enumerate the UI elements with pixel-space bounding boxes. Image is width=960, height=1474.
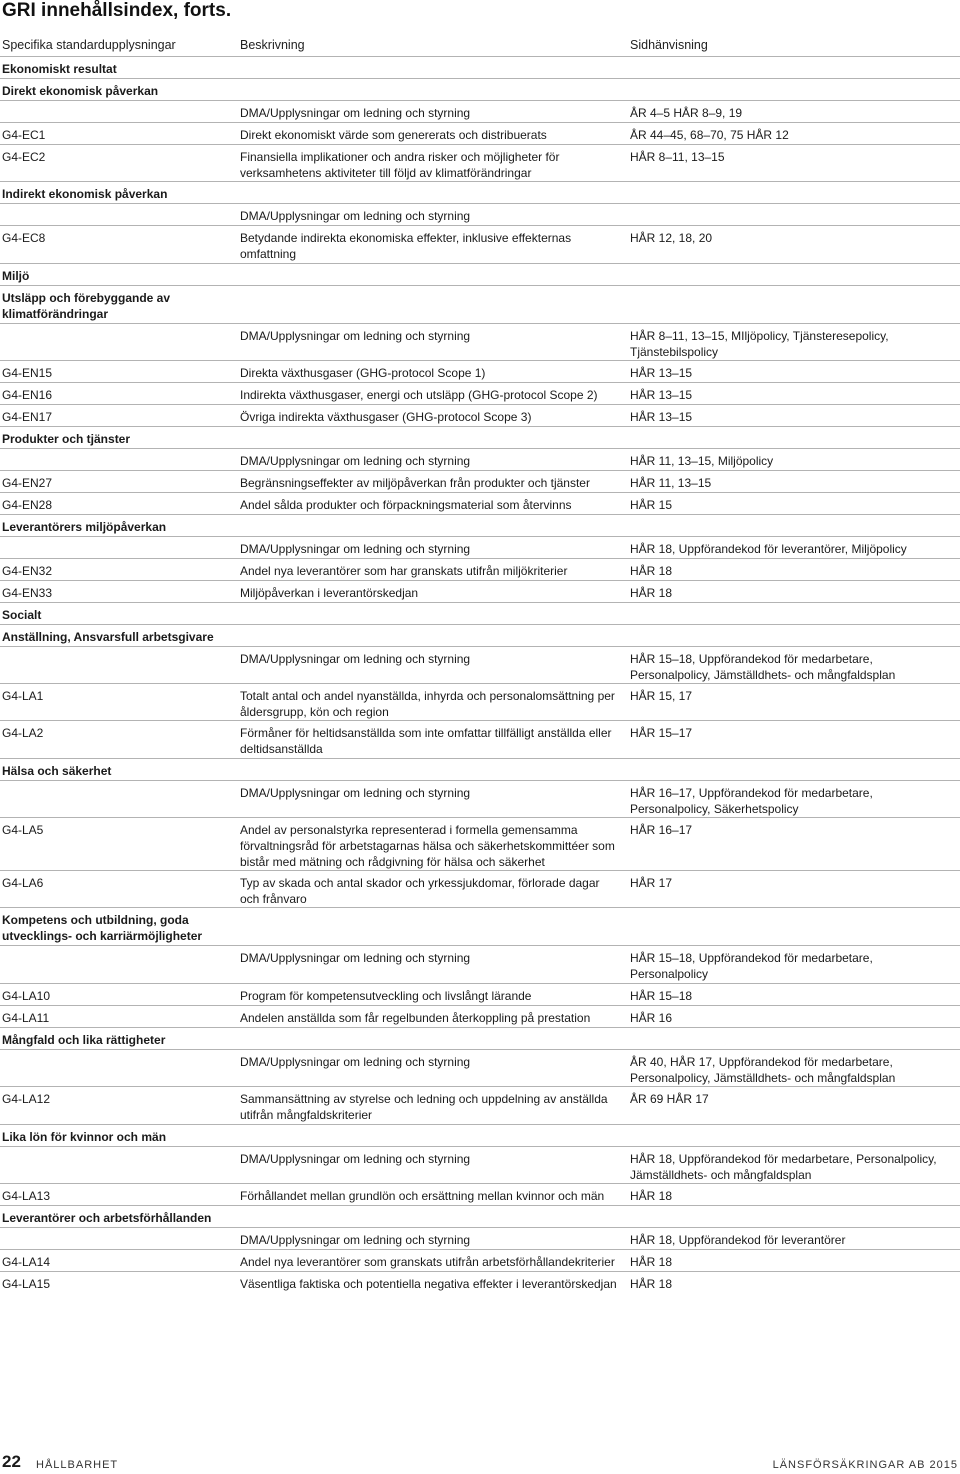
page-reference-cell: HÅR 13–15 bbox=[630, 410, 693, 424]
table-row bbox=[0, 1249, 960, 1271]
page-reference-cell: ÅR 44–45, 68–70, 75 HÅR 12 bbox=[630, 128, 789, 142]
section-heading-row bbox=[0, 78, 960, 100]
description-cell: DMA/Upplysningar om ledning och styrning bbox=[240, 454, 471, 468]
description-cell: Miljöpåverkan i leverantörskedjan bbox=[240, 586, 419, 600]
table-row bbox=[0, 470, 960, 492]
table-row bbox=[0, 360, 960, 382]
section-heading: Kompetens och utbildning, goda utvecklings- och karriärmöjligheter bbox=[2, 913, 203, 943]
table-row bbox=[0, 536, 960, 558]
description-cell: DMA/Upplysningar om ledning och styrning bbox=[240, 542, 471, 556]
page-reference-cell: HÅR 11, 13–15, Miljöpolicy bbox=[630, 454, 774, 468]
page-number: 22 bbox=[2, 1452, 21, 1471]
page-reference-cell: HÅR 15–18 bbox=[630, 989, 693, 1003]
description-cell: Totalt antal och andel nyanställda, inhyrda och personalomsättning per åldersgrupp, kön och region bbox=[240, 689, 615, 719]
section-heading: Utsläpp och förebyggande av klimatförändringar bbox=[2, 291, 171, 321]
description-cell: Andel sålda produkter och förpackningsmaterial som återvinns bbox=[240, 498, 572, 512]
section-heading: Leverantörers miljöpåverkan bbox=[2, 520, 167, 534]
table-row bbox=[0, 323, 960, 360]
description-cell: Betydande indirekta ekonomiska effekter, inklusive effekternas omfattning bbox=[240, 231, 572, 261]
description-cell: Direkt ekonomiskt värde som genererats och distribuerats bbox=[240, 128, 547, 142]
page-reference-cell: HÅR 13–15 bbox=[630, 388, 693, 402]
column-header-standard-disclosures: Specifika standardupplysningar bbox=[2, 38, 176, 52]
table-row bbox=[0, 945, 960, 983]
table-row bbox=[0, 100, 960, 122]
table-row bbox=[0, 558, 960, 580]
section-heading: Indirekt ekonomisk påverkan bbox=[2, 187, 168, 201]
table-row bbox=[0, 817, 960, 870]
description-cell: Övriga indirekta växthusgaser (GHG-protocol Scope 3) bbox=[240, 410, 532, 424]
description-cell: DMA/Upplysningar om ledning och styrning bbox=[240, 652, 471, 666]
table-row bbox=[0, 1227, 960, 1249]
table-row bbox=[0, 720, 960, 758]
description-cell: DMA/Upplysningar om ledning och styrning bbox=[240, 329, 471, 343]
page-title: GRI innehållsindex, forts. bbox=[2, 0, 232, 21]
section-heading-row bbox=[0, 602, 960, 624]
table-row bbox=[0, 683, 960, 720]
page-reference-cell: HÅR 18, Uppförandekod för leverantörer, Miljöpolicy bbox=[630, 542, 907, 556]
page-reference-cell: HÅR 16–17 bbox=[630, 823, 693, 837]
page-reference-cell: HÅR 15–18, Uppförandekod för medarbetare, Personalpolicy, Jämställdhets- och mångfaldsplan bbox=[630, 652, 896, 682]
description-cell: DMA/Upplysningar om ledning och styrning bbox=[240, 209, 471, 223]
description-cell: DMA/Upplysningar om ledning och styrning bbox=[240, 1055, 471, 1069]
page-footer bbox=[0, 1452, 960, 1474]
table-row bbox=[0, 1271, 960, 1293]
description-cell: DMA/Upplysningar om ledning och styrning bbox=[240, 786, 471, 800]
description-cell: DMA/Upplysningar om ledning och styrning bbox=[240, 106, 471, 120]
description-cell: Förmåner för heltidsanställda som inte omfattar tillfälligt anställda eller deltidsanställda bbox=[240, 726, 612, 756]
table-row bbox=[0, 492, 960, 514]
page-reference-cell: HÅR 18, Uppförandekod för leverantörer bbox=[630, 1233, 846, 1247]
indicator-code: G4-EC8 bbox=[2, 231, 46, 245]
table-row bbox=[0, 983, 960, 1005]
page-reference-cell: HÅR 18, Uppförandekod för medarbetare, Personalpolicy, Jämställdhets- och mångfaldsplan bbox=[630, 1152, 937, 1182]
section-heading: Lika lön för kvinnor och män bbox=[2, 1130, 167, 1144]
section-heading: Mångfald och lika rättigheter bbox=[2, 1033, 166, 1047]
section-heading-row bbox=[0, 758, 960, 780]
indicator-code: G4-EN16 bbox=[2, 388, 53, 402]
table-row bbox=[0, 1049, 960, 1086]
indicator-code: G4-LA1 bbox=[2, 689, 44, 703]
indicator-code: G4-EN15 bbox=[2, 366, 53, 380]
description-cell: Sammansättning av styrelse och ledning och uppdelning av anställda utifrån mångfaldskriterier bbox=[240, 1092, 608, 1122]
page-reference-cell: HÅR 15, 17 bbox=[630, 689, 693, 703]
table-row bbox=[0, 144, 960, 181]
page-reference-cell: HÅR 11, 13–15 bbox=[630, 476, 712, 490]
page-reference-cell: HÅR 18 bbox=[630, 564, 673, 578]
section-heading: Miljö bbox=[2, 269, 30, 283]
section-heading: Produkter och tjänster bbox=[2, 432, 131, 446]
footer-section-label: HÅLLBARHET bbox=[36, 1459, 119, 1471]
page-reference-cell: HÅR 8–11, 13–15 bbox=[630, 150, 725, 164]
section-heading: Socialt bbox=[2, 608, 42, 622]
section-heading-row bbox=[0, 263, 960, 285]
page-reference-cell: HÅR 15–17 bbox=[630, 726, 693, 740]
table-row bbox=[0, 646, 960, 683]
page-reference-cell: HÅR 15–18, Uppförandekod för medarbetare, Personalpolicy bbox=[630, 951, 873, 981]
indicator-code: G4-EC1 bbox=[2, 128, 46, 142]
indicator-code: G4-EN17 bbox=[2, 410, 53, 424]
section-heading-row bbox=[0, 1205, 960, 1227]
section-heading-row bbox=[0, 56, 960, 78]
description-cell: Andelen anställda som får regelbunden återkoppling på prestation bbox=[240, 1011, 591, 1025]
indicator-code: G4-LA13 bbox=[2, 1189, 51, 1203]
table-row bbox=[0, 448, 960, 470]
section-heading-row bbox=[0, 285, 960, 323]
description-cell: DMA/Upplysningar om ledning och styrning bbox=[240, 1152, 471, 1166]
indicator-code: G4-EC2 bbox=[2, 150, 46, 164]
description-cell: DMA/Upplysningar om ledning och styrning bbox=[240, 951, 471, 965]
description-cell: Typ av skada och antal skador och yrkessjukdomar, förlorade dagar och frånvaro bbox=[240, 876, 600, 906]
indicator-code: G4-LA10 bbox=[2, 989, 51, 1003]
section-heading-row bbox=[0, 907, 960, 945]
table-row bbox=[0, 1183, 960, 1205]
indicator-code: G4-LA14 bbox=[2, 1255, 51, 1269]
page-reference-cell: HÅR 8–11, 13–15, MIljöpolicy, Tjänsteresepolicy, Tjänstebilspolicy bbox=[630, 329, 889, 359]
indicator-code: G4-EN32 bbox=[2, 564, 53, 578]
description-cell: Andel av personalstyrka representerad i formella gemensamma förvaltningsråd för arbetstagarnas hälsa och säkerhetskommittéer som bistår med mätning och rådgivning för hälsa och säkerhet bbox=[240, 823, 615, 869]
table-row bbox=[0, 1146, 960, 1183]
page-reference-cell: HÅR 18 bbox=[630, 1255, 673, 1269]
description-cell: Begränsningseffekter av miljöpåverkan från produkter och tjänster bbox=[240, 476, 590, 490]
description-cell: Finansiella implikationer och andra risker och möjligheter för verksamhetens aktiviteter till följd av klimatförändringar bbox=[240, 150, 560, 180]
page-reference-cell: HÅR 12, 18, 20 bbox=[630, 231, 713, 245]
page-reference-cell: HÅR 17 bbox=[630, 876, 673, 890]
section-heading: Hälsa och säkerhet bbox=[2, 764, 112, 778]
indicator-code: G4-LA12 bbox=[2, 1092, 51, 1106]
table-row bbox=[0, 580, 960, 602]
footer-company-label: LÄNSFÖRSÄKRINGAR AB 2015 bbox=[772, 1459, 958, 1471]
column-header-page-reference: Sidhänvisning bbox=[630, 38, 708, 52]
table-row bbox=[0, 1005, 960, 1027]
page-reference-cell: HÅR 16 bbox=[630, 1011, 673, 1025]
indicator-code: G4-EN28 bbox=[2, 498, 53, 512]
page-reference-cell: HÅR 13–15 bbox=[630, 366, 693, 380]
description-cell: Andel nya leverantörer som granskats utifrån arbetsförhållandekriterier bbox=[240, 1255, 615, 1269]
indicator-code: G4-LA15 bbox=[2, 1277, 51, 1291]
section-heading: Leverantörer och arbetsförhållanden bbox=[2, 1211, 212, 1225]
table-row bbox=[0, 1086, 960, 1124]
page-reference-cell: HÅR 18 bbox=[630, 1277, 673, 1291]
description-cell: Andel nya leverantörer som har granskats utifrån miljökriterier bbox=[240, 564, 568, 578]
page-reference-cell: HÅR 18 bbox=[630, 1189, 673, 1203]
description-cell: Program för kompetensutveckling och livslångt lärande bbox=[240, 989, 532, 1003]
section-heading: Ekonomiskt resultat bbox=[2, 62, 117, 76]
table-row bbox=[0, 225, 960, 263]
page-reference-cell: ÅR 4–5 HÅR 8–9, 19 bbox=[630, 106, 743, 120]
page-reference-cell: HÅR 15 bbox=[630, 498, 673, 512]
section-heading-row bbox=[0, 624, 960, 646]
section-heading-row bbox=[0, 1027, 960, 1049]
table-row bbox=[0, 870, 960, 907]
description-cell: Indirekta växthusgaser, energi och utsläpp (GHG-protocol Scope 2) bbox=[240, 388, 598, 402]
section-heading-row bbox=[0, 514, 960, 536]
page-reference-cell: ÅR 40, HÅR 17, Uppförandekod för medarbetare, Personalpolicy, Jämställdhets- och mångfaldsplan bbox=[630, 1055, 896, 1085]
section-heading-row bbox=[0, 181, 960, 203]
indicator-code: G4-LA5 bbox=[2, 823, 44, 837]
column-header-description: Beskrivning bbox=[240, 38, 305, 52]
page-reference-cell: ÅR 69 HÅR 17 bbox=[630, 1092, 709, 1106]
description-cell: DMA/Upplysningar om ledning och styrning bbox=[240, 1233, 471, 1247]
table-row bbox=[0, 382, 960, 404]
table-row bbox=[0, 122, 960, 144]
indicator-code: G4-EN33 bbox=[2, 586, 53, 600]
description-cell: Direkta växthusgaser (GHG-protocol Scope 1) bbox=[240, 366, 486, 380]
page-reference-cell: HÅR 18 bbox=[630, 586, 673, 600]
table-row bbox=[0, 780, 960, 817]
section-heading: Anställning, Ansvarsfull arbetsgivare bbox=[2, 630, 214, 644]
indicator-code: G4-LA2 bbox=[2, 726, 44, 740]
description-cell: Väsentliga faktiska och potentiella negativa effekter i leverantörskedjan bbox=[240, 1277, 617, 1291]
indicator-code: G4-LA6 bbox=[2, 876, 44, 890]
description-cell: Förhållandet mellan grundlön och ersättning mellan kvinnor och män bbox=[240, 1189, 605, 1203]
table-row bbox=[0, 203, 960, 225]
indicator-code: G4-EN27 bbox=[2, 476, 53, 490]
table-row bbox=[0, 404, 960, 426]
indicator-code: G4-LA11 bbox=[2, 1011, 50, 1025]
page-reference-cell: HÅR 16–17, Uppförandekod för medarbetare, Personalpolicy, Säkerhetspolicy bbox=[630, 786, 873, 816]
section-heading-row bbox=[0, 1124, 960, 1146]
section-heading: Direkt ekonomisk påverkan bbox=[2, 84, 159, 98]
section-heading-row bbox=[0, 426, 960, 448]
